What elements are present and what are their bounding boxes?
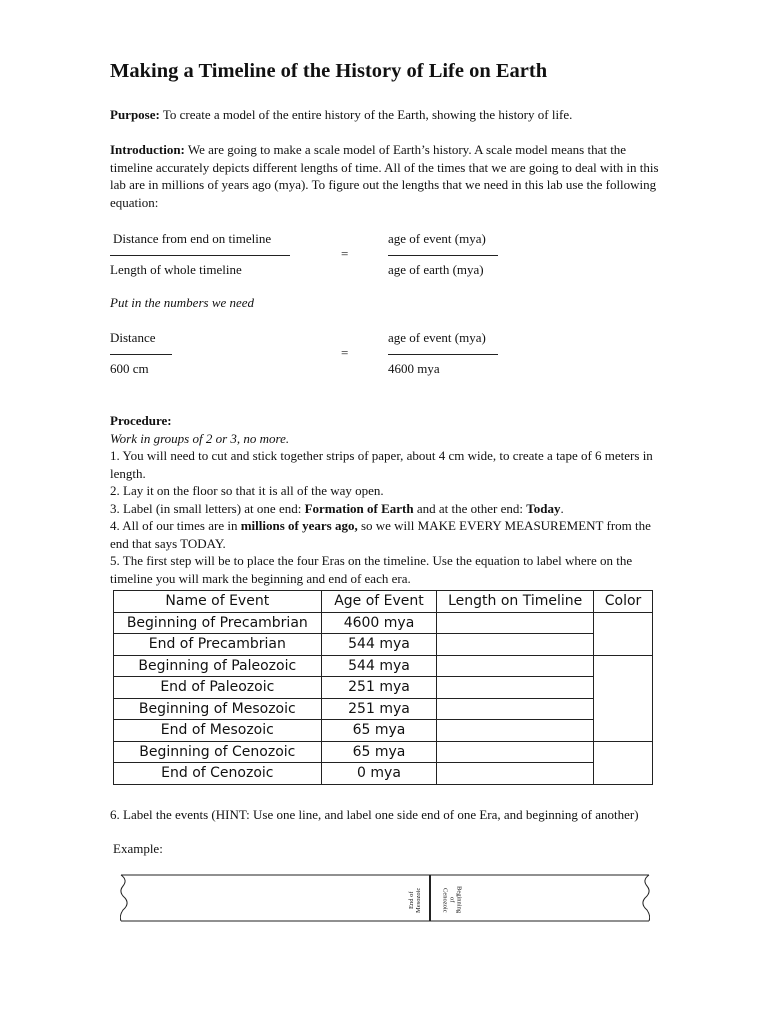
example-end-line-2: Mesozoic — [415, 887, 422, 913]
step3-formation-of-earth: Formation of Earth — [304, 500, 414, 516]
event-name-cell: End of Mesozoic — [114, 720, 322, 742]
eq1-right-numerator: age of event (mya) — [388, 231, 486, 246]
strip-left-torn-edge — [120, 875, 127, 921]
table-row — [114, 698, 653, 720]
eq2-right-fraction-line — [388, 354, 498, 355]
procedure-note: Work in groups of 2 or 3, no more. — [110, 430, 290, 446]
procedure-heading: Procedure: — [110, 413, 172, 428]
strip-right-torn-edge — [643, 875, 650, 921]
introduction-text: We are going to make a scale model of Earth’s history. A scale model means that the timeline accurately depicts different lengths of time. All of the times that we are going to deal with in this lab are in millions of years ago (mya). To figure out the lengths that we need in this lab use the following equation: — [110, 142, 659, 210]
step3-text-b: and at the other end: — [413, 500, 527, 516]
procedure-step-3 — [110, 500, 662, 518]
event-age-cell: 0 mya — [321, 763, 437, 785]
color-cell-paleo-mesozoic — [594, 655, 653, 741]
event-age-cell: 4600 mya — [321, 612, 437, 634]
event-age-cell: 65 mya — [321, 720, 437, 742]
step4-text-a: 4. All of our times are in — [110, 518, 241, 533]
step3-text-c: . — [560, 500, 564, 516]
step4-millions-of-years-ago: millions of years ago, — [240, 518, 358, 533]
eq2-equals-sign: = — [341, 345, 349, 360]
event-name-cell: End of Cenozoic — [114, 763, 322, 785]
example-begin-line-1: Beginning — [455, 886, 463, 914]
eq1-left-fraction-line — [110, 255, 290, 256]
page-title: Making a Timeline of the History of Life on Earth — [110, 60, 548, 82]
table-row — [114, 634, 653, 656]
event-name-cell: Beginning of Precambrian — [114, 612, 322, 634]
procedure-section — [110, 412, 662, 587]
purpose-label: Purpose: — [110, 107, 160, 122]
put-numbers-note: Put in the numbers we need — [110, 295, 255, 310]
example-begin-line-2: of — [448, 897, 456, 903]
eq2-left-fraction-line — [110, 354, 172, 355]
event-name-cell: End of Precambrian — [114, 634, 322, 656]
example-begin-line-3: Cenozoic — [441, 887, 449, 913]
step3-text-a: 3. Label (in small letters) at one end: — [110, 500, 305, 516]
table-row — [114, 677, 653, 699]
event-name-cell: Beginning of Cenozoic — [114, 741, 322, 763]
eq2-right-denominator: 4600 mya — [388, 361, 440, 376]
introduction-label: Introduction: — [110, 142, 185, 157]
event-age-cell: 251 mya — [321, 677, 437, 699]
eq1-left-denominator: Length of whole timeline — [110, 262, 242, 277]
event-age-cell: 65 mya — [321, 741, 437, 763]
eq2-right-numerator: age of event (mya) — [388, 330, 486, 345]
procedure-step-6: 6. Label the events (HINT: Use one line, and label one side end of one Era, and beginning of another) — [110, 807, 639, 822]
procedure-step-4 — [110, 517, 662, 552]
length-cell — [437, 763, 594, 785]
length-cell — [437, 741, 594, 763]
introduction-paragraph — [110, 141, 662, 211]
events-table — [113, 590, 653, 785]
header-age-of-event: Age of Event — [321, 591, 437, 613]
table-row — [114, 720, 653, 742]
color-cell-precambrian — [594, 612, 653, 655]
length-cell — [437, 677, 594, 699]
color-cell-cenozoic — [594, 741, 653, 784]
eq2-left-denominator: 600 cm — [110, 361, 149, 376]
procedure-step-5: 5. The first step will be to place the four Eras on the timeline. Use the equation to label where on the timeline you will mark the beginning and end of each era. — [110, 553, 633, 586]
length-cell — [437, 612, 594, 634]
table-header-row — [114, 591, 653, 613]
step3-today: Today — [526, 500, 561, 516]
header-length-on-timeline: Length on Timeline — [437, 591, 594, 613]
example-timeline-strip — [120, 874, 650, 922]
example-end-line-1: End of — [408, 891, 415, 909]
table-row — [114, 741, 653, 763]
eq1-right-fraction-line — [388, 255, 498, 256]
event-age-cell: 544 mya — [321, 655, 437, 677]
event-age-cell: 251 mya — [321, 698, 437, 720]
table-row — [114, 763, 653, 785]
header-color: Color — [594, 591, 653, 613]
length-cell — [437, 698, 594, 720]
purpose-paragraph — [110, 106, 662, 124]
eq2-left-numerator: Distance — [110, 330, 156, 345]
event-name-cell: End of Paleozoic — [114, 677, 322, 699]
eq1-right-denominator: age of earth (mya) — [388, 262, 484, 277]
header-name-of-event: Name of Event — [114, 591, 322, 613]
procedure-step-1: 1. You will need to cut and stick together strips of paper, about 4 cm wide, to create a tape of 6 meters in length. — [110, 448, 653, 481]
eq1-equals-sign: = — [341, 246, 349, 261]
procedure-step-2: 2. Lay it on the floor so that it is all of the way open. — [110, 483, 384, 498]
length-cell — [437, 634, 594, 656]
example-label: Example: — [113, 841, 163, 856]
eq1-left-numerator: Distance from end on timeline — [113, 231, 272, 246]
table-row — [114, 655, 653, 677]
step4-text-b: so we will MAKE EVERY MEASUREMENT from the end that says TODAY. — [110, 518, 651, 551]
event-name-cell: Beginning of Paleozoic — [114, 655, 322, 677]
event-name-cell: Beginning of Mesozoic — [114, 698, 322, 720]
example-end-label — [402, 880, 428, 920]
length-cell — [437, 720, 594, 742]
table-row — [114, 612, 653, 634]
purpose-text: To create a model of the entire history of the Earth, showing the history of life. — [159, 107, 573, 122]
length-cell — [437, 655, 594, 677]
example-beginning-label — [437, 878, 467, 922]
event-age-cell: 544 mya — [321, 634, 437, 656]
